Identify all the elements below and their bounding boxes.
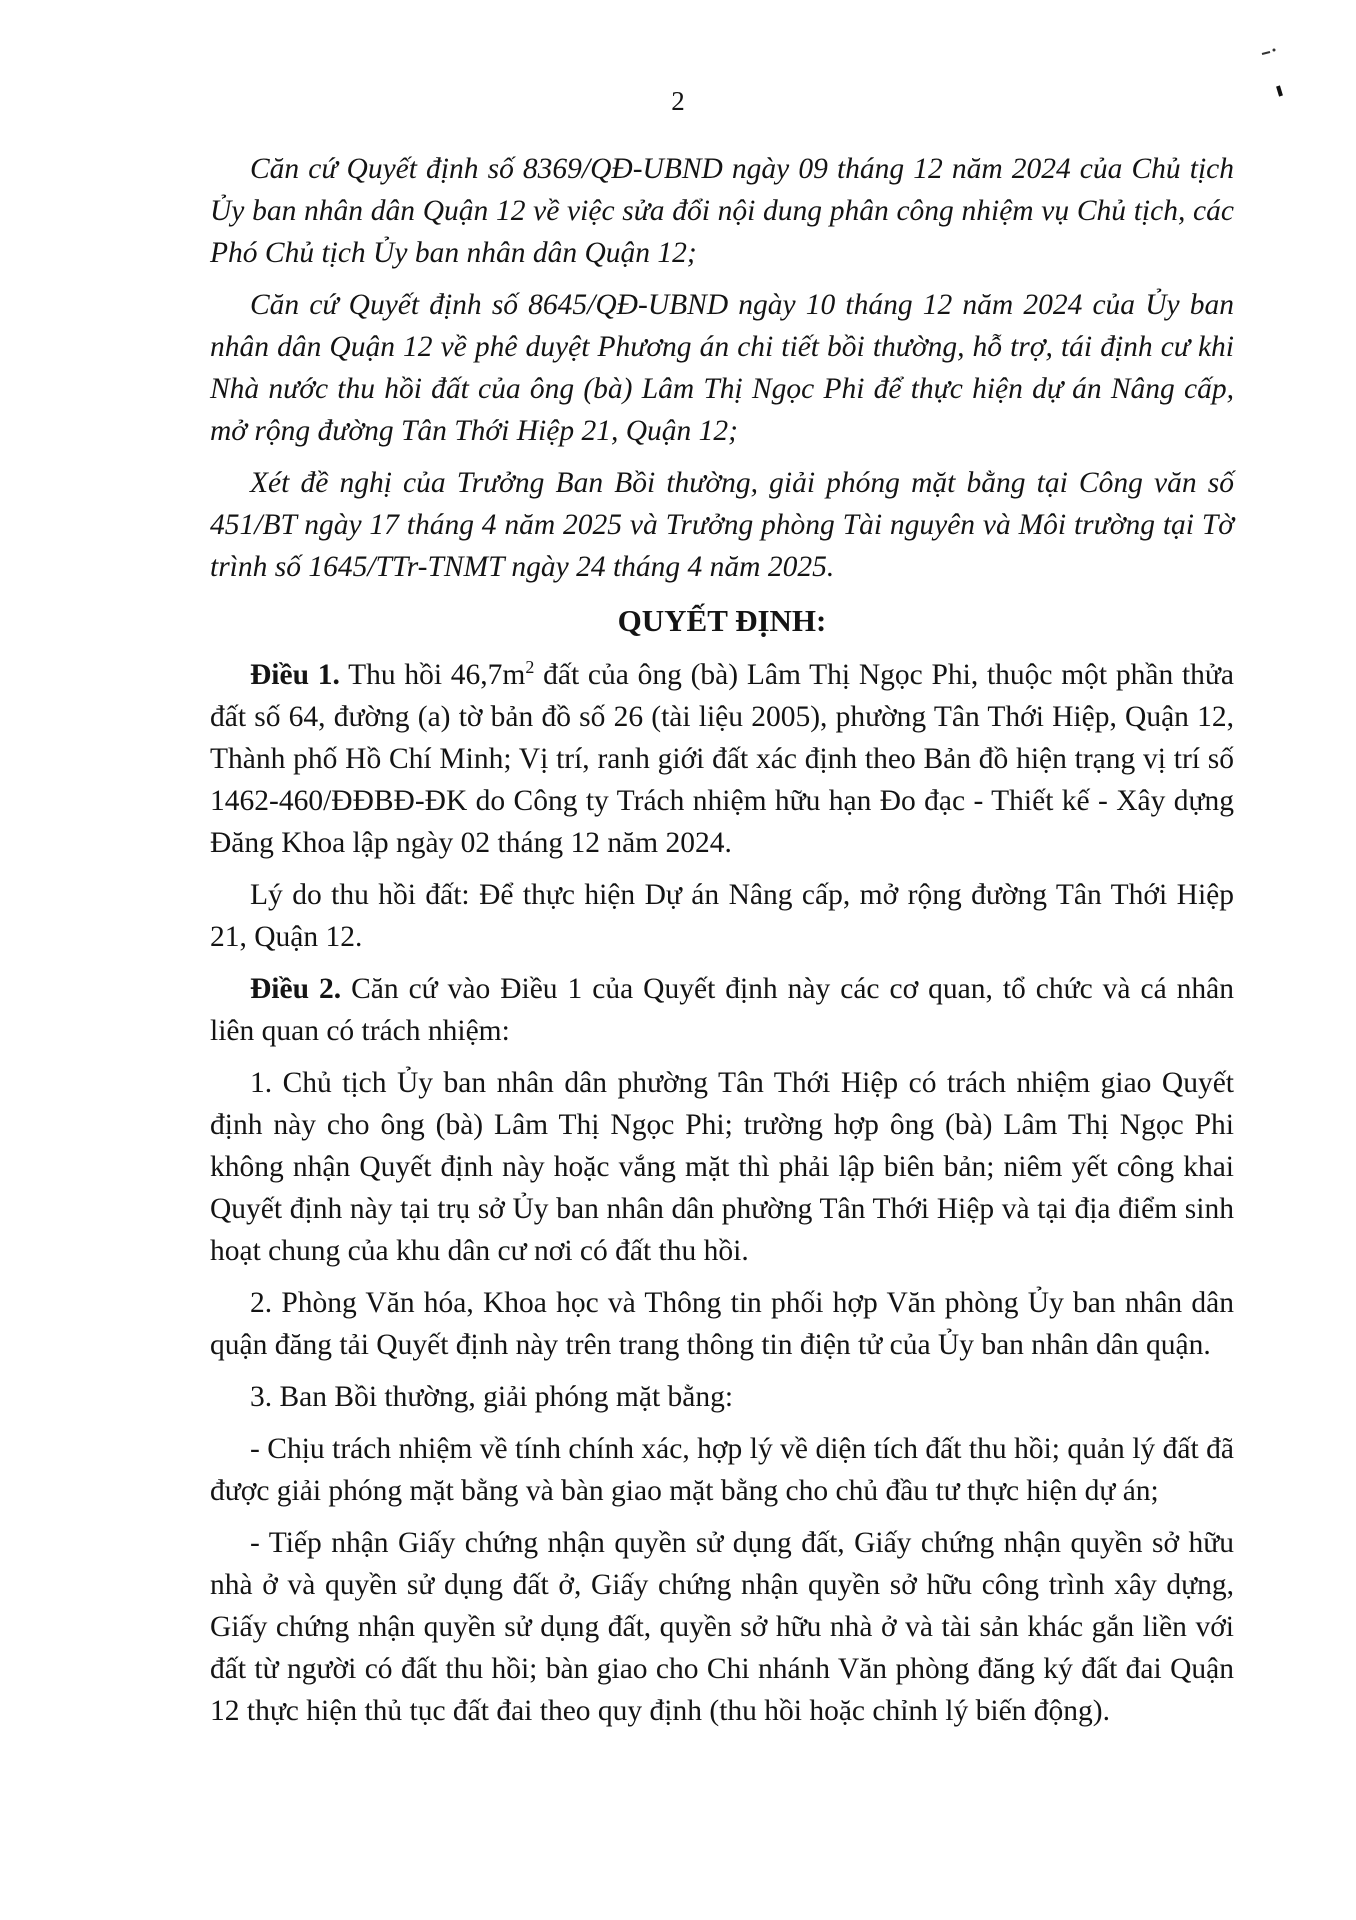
- article-1-text-b: đất của ông (bà) Lâm Thị Ngọc Phi, thuộc một phần thửa đất số 64, đường (a) tờ bản đồ số 26 (tài liệu 2005), phường Tân Thới Hiệp, Quận 12, Thành phố Hồ Chí Minh; Vị trí, ranh giới đất xác định theo Bản đồ hiện trạng vị trí số 1462-460/ĐĐBĐ-ĐK do Công ty Trách nhiệm hữu hạn Đo đạc - Thiết kế - Xây dựng Đăng Khoa lập ngày 02 tháng 12 năm 2024.: [210, 659, 1234, 859]
- article-2-label: Điều 2.: [250, 973, 342, 1005]
- article-2-item-3b: - Tiếp nhận Giấy chứng nhận quyền sử dụng đất, Giấy chứng nhận quyền sở hữu nhà ở và quyền sử dụng đất ở, Giấy chứng nhận quyền sở hữu công trình xây dựng, Giấy chứng nhận quyền sử dụng đất, quyền sở hữu nhà ở và tài sản khác gắn liền với đất từ người có đất thu hồi; bàn giao cho Chi nhánh Văn phòng đăng ký đất đai Quận 12 thực hiện thủ tục đất đai theo quy định (thu hồi hoặc chỉnh lý biến động).: [210, 1527, 1234, 1727]
- article-1-label: Điều 1.: [250, 659, 340, 691]
- page-number: 2: [671, 86, 685, 116]
- article-2-text: Căn cứ vào Điều 1 của Quyết định này các cơ quan, tổ chức và cá nhân liên quan có trách nhiệm:: [210, 973, 1234, 1047]
- article-1-text-a: Thu hồi 46,7m: [339, 659, 526, 691]
- article-1-reason: Lý do thu hồi đất: Để thực hiện Dự án Nâng cấp, mở rộng đường Tân Thới Hiệp 21, Quận 12.: [210, 879, 1234, 953]
- article-2-item-3a: - Chịu trách nhiệm về tính chính xác, hợp lý về diện tích đất thu hồi; quản lý đất đã được giải phóng mặt bằng và bàn giao mặt bằng cho chủ đầu tư thực hiện dự án;: [210, 1433, 1234, 1507]
- preamble-3: Xét đề nghị của Trưởng Ban Bồi thường, giải phóng mặt bằng tại Công văn số 451/BT ngày 17 tháng 4 năm 2025 và Trưởng phòng Tài nguyên và Môi trường tại Tờ trình số 1645/TTr-TNMT ngày 24 tháng 4 năm 2025.: [210, 467, 1234, 583]
- decision-heading: QUYẾT ĐỊNH:: [617, 603, 827, 638]
- preamble-2: Căn cứ Quyết định số 8645/QĐ-UBND ngày 10 tháng 12 năm 2024 của Ủy ban nhân dân Quận 12 về phê duyệt Phương án chi tiết bồi thường, hỗ trợ, tái định cư khi Nhà nước thu hồi đất của ông (bà) Lâm Thị Ngọc Phi để thực hiện dự án Nâng cấp, mở rộng đường Tân Thới Hiệp 21, Quận 12;: [210, 289, 1234, 447]
- article-1: [210, 654, 1234, 864]
- article-2: [210, 968, 1234, 1052]
- area-unit-sup: 2: [525, 657, 535, 678]
- document-body: [210, 148, 1234, 1742]
- article-2-item-2: 2. Phòng Văn hóa, Khoa học và Thông tin phối hợp Văn phòng Ủy ban nhân dân quận đăng tải Quyết định này trên trang thông tin điện tử của Ủy ban nhân dân quận.: [210, 1287, 1234, 1361]
- article-2-item-3: 3. Ban Bồi thường, giải phóng mặt bằng:: [250, 1381, 734, 1413]
- article-2-item-1: 1. Chủ tịch Ủy ban nhân dân phường Tân Thới Hiệp có trách nhiệm giao Quyết định này cho ông (bà) Lâm Thị Ngọc Phi; trường hợp ông (bà) Lâm Thị Ngọc Phi không nhận Quyết định này hoặc vắng mặt thì phải lập biên bản; niêm yết công khai Quyết định này tại trụ sở Ủy ban nhân dân phường Tân Thới Hiệp và tại địa điểm sinh hoạt chung của khu dân cư nơi có đất thu hồi.: [210, 1067, 1234, 1267]
- preamble-1: Căn cứ Quyết định số 8369/QĐ-UBND ngày 09 tháng 12 năm 2024 của Chủ tịch Ủy ban nhân dân Quận 12 về việc sửa đổi nội dung phân công nhiệm vụ Chủ tịch, các Phó Chủ tịch Ủy ban nhân dân Quận 12;: [210, 153, 1234, 269]
